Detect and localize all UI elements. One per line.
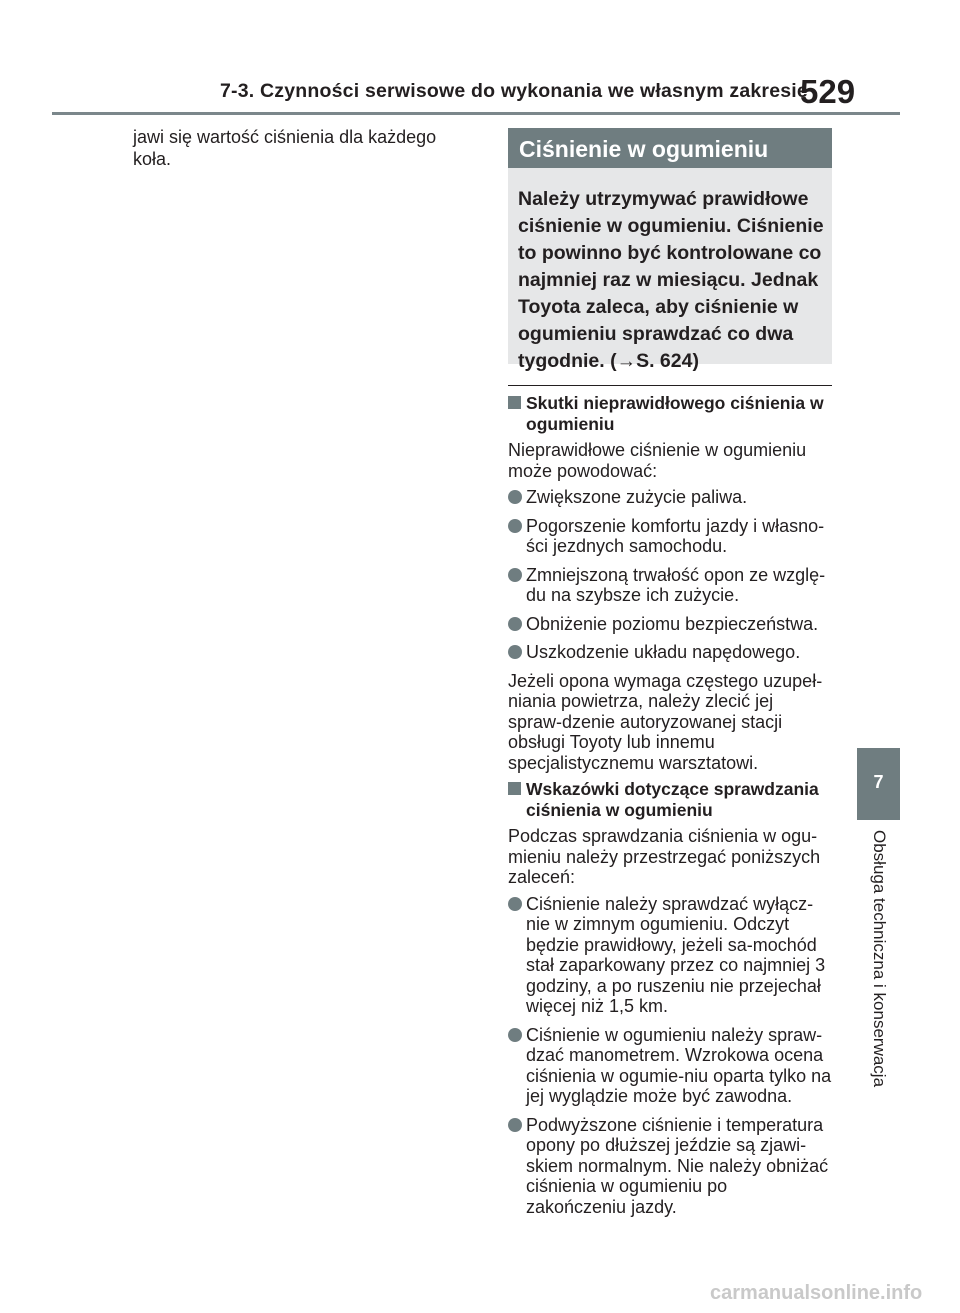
list-item (508, 614, 832, 635)
list-item (508, 1025, 832, 1107)
tips-heading (508, 779, 832, 820)
tips-heading-text: Wskazówki dotyczące sprawdzania ciśnienia w ogumieniu (526, 779, 819, 820)
left-column-text: jawi się wartość ciśnienia dla każdego koła. (133, 127, 437, 169)
list-item-text: Podwyższone ciśnienie i temperatura opony po dłuższej jeździe są zjawi-skiem normalnym. Nie należy obniżać ciśnienia w ogumieniu po zakończeniu jazdy. (526, 1114, 829, 1217)
page-reference-link[interactable]: →S. 624) (616, 350, 699, 372)
list-item (508, 487, 832, 508)
effects-closing: Jeżeli opona wymaga częstego uzupeł-niania powietrza, należy zlecić jej spraw-dzenie autoryzowanej stacji obsługi Toyoty lub innemu specjalistycznemu warsztatowi. (508, 670, 823, 773)
list-item-text: Zmniejszoną trwałość opon ze wzglę-du na szybsze ich zużycie. (526, 564, 826, 605)
circle-bullet-icon (508, 1118, 522, 1132)
right-column (508, 393, 832, 1225)
list-item-text: Ciśnienie należy sprawdzać wyłącz-nie w zimnym ogumieniu. Odczyt będzie prawidłowy, jeżeli sa-mochód stał zaparkowany przez co najmniej 3 godziny, a po ruszeniu nie przejechał więcej niż 1,5 km. (526, 893, 826, 1016)
page-number: 529 (800, 73, 856, 110)
intro-text: Należy utrzymywać prawidłowe ciśnienie w ogumieniu. Ciśnienie to powinno być kontrolowane co najmniej raz w miesiącu. Jednak Toyota zaleca, aby ciśnienie w ogumieniu sprawdzać co dwa tygodnie. ( (518, 188, 824, 372)
circle-bullet-icon (508, 617, 522, 631)
effects-lead: Nieprawidłowe ciśnienie w ogumieniu może powodować: (508, 440, 807, 481)
watermark: carmanualsonline.info (710, 1282, 923, 1304)
effects-heading (508, 393, 832, 434)
chapter-label: Obsługa techniczna i konserwacja (870, 830, 889, 1088)
circle-bullet-icon (508, 1028, 522, 1042)
chapter-tab: 7 (857, 748, 900, 820)
column-divider (508, 385, 832, 386)
list-item-text: Pogorszenie komfortu jazdy i własno-ści jezdnych samochodu. (526, 515, 825, 556)
list-item (508, 516, 832, 557)
list-item-text: Uszkodzenie układu napędowego. (526, 642, 801, 662)
list-item (508, 894, 832, 1017)
effects-heading-text: Skutki nieprawidłowego ciśnienia w ogumieniu (526, 393, 824, 434)
circle-bullet-icon (508, 519, 522, 533)
list-item (508, 642, 832, 663)
section-title: Ciśnienie w ogumieniu (508, 128, 832, 168)
list-item-text: Zwiększone zużycie paliwa. (526, 487, 748, 507)
list-item (508, 1115, 832, 1218)
square-bullet-icon (508, 782, 521, 795)
circle-bullet-icon (508, 897, 522, 911)
list-item (508, 565, 832, 606)
list-item-text: Obniżenie poziomu bezpieczeństwa. (526, 613, 819, 634)
circle-bullet-icon (508, 645, 522, 659)
intro-box (508, 168, 832, 372)
header-title: 7-3. Czynności serwisowe do wykonania we własnym zakresie (220, 80, 808, 102)
tips-lead: Podczas sprawdzania ciśnienia w ogu-mieniu należy przestrzegać poniższych zaleceń: (508, 826, 821, 887)
circle-bullet-icon (508, 490, 522, 504)
header-divider (52, 112, 900, 115)
square-bullet-icon (508, 396, 521, 409)
circle-bullet-icon (508, 568, 522, 582)
list-item-text: Ciśnienie w ogumieniu należy spraw-dzać manometrem. Wzrokowa ocena ciśnienia w ogumie-niu oparta tylko na jej wyglądzie może być zawodna. (526, 1024, 832, 1106)
